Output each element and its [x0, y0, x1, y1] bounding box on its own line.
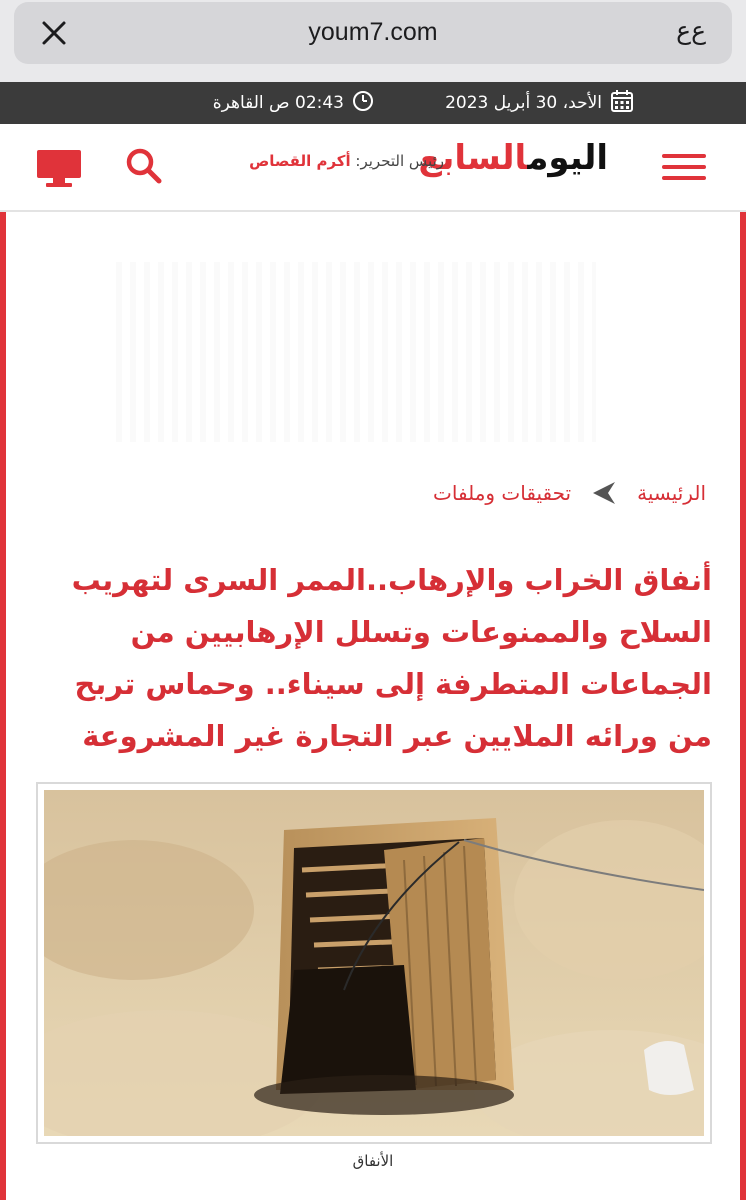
breadcrumb: [433, 480, 706, 506]
logo-part-1: اليوم: [527, 138, 608, 178]
ad-slot: [116, 262, 596, 442]
breadcrumb-section[interactable]: تحقيقات وملفات: [433, 481, 572, 505]
time-display: [213, 90, 374, 116]
article-photo-frame: [36, 782, 712, 1144]
breadcrumb-home[interactable]: الرئيسية: [637, 481, 706, 505]
site-logo[interactable]: [418, 138, 608, 182]
tunnel-photo: [44, 790, 704, 1136]
text-size-button[interactable]: ﻉﻉ: [676, 16, 706, 45]
address-bar[interactable]: [14, 2, 732, 64]
site-topbar: [0, 82, 746, 124]
date-text: الأحد، 30 أبريل 2023: [445, 93, 602, 113]
article-headline: أنفاق الخراب والإرهاب..الممر السرى لتهريب السلاح والممنوعات وتسلل الإرهابيين من الجماعات المتطرفة إلى سيناء.. وحماس تربح من ورائه الملايين عبر التجارة غير المشروعة: [71, 563, 712, 753]
arrow-icon: [591, 480, 617, 506]
logo-part-2: السابع: [418, 138, 528, 178]
url-text[interactable]: youm7.com: [308, 18, 438, 46]
date-display: [445, 90, 634, 116]
calendar-icon: [610, 89, 634, 118]
browser-toolbar: [0, 0, 746, 82]
article-container: [0, 212, 746, 1200]
desktop-view-icon[interactable]: [34, 146, 84, 190]
photo-caption: الأنفاق: [352, 1152, 394, 1170]
site-header: [0, 124, 746, 212]
search-icon[interactable]: [124, 146, 164, 186]
hamburger-menu-icon[interactable]: [662, 154, 706, 186]
time-text: 02:43 ص القاهرة: [212, 93, 344, 113]
editor-name: أكرم القصاص: [249, 152, 351, 170]
clock-icon: [352, 90, 374, 117]
editor-label: رئيس التحرير:: [355, 152, 444, 170]
editor-in-chief: [249, 152, 444, 170]
